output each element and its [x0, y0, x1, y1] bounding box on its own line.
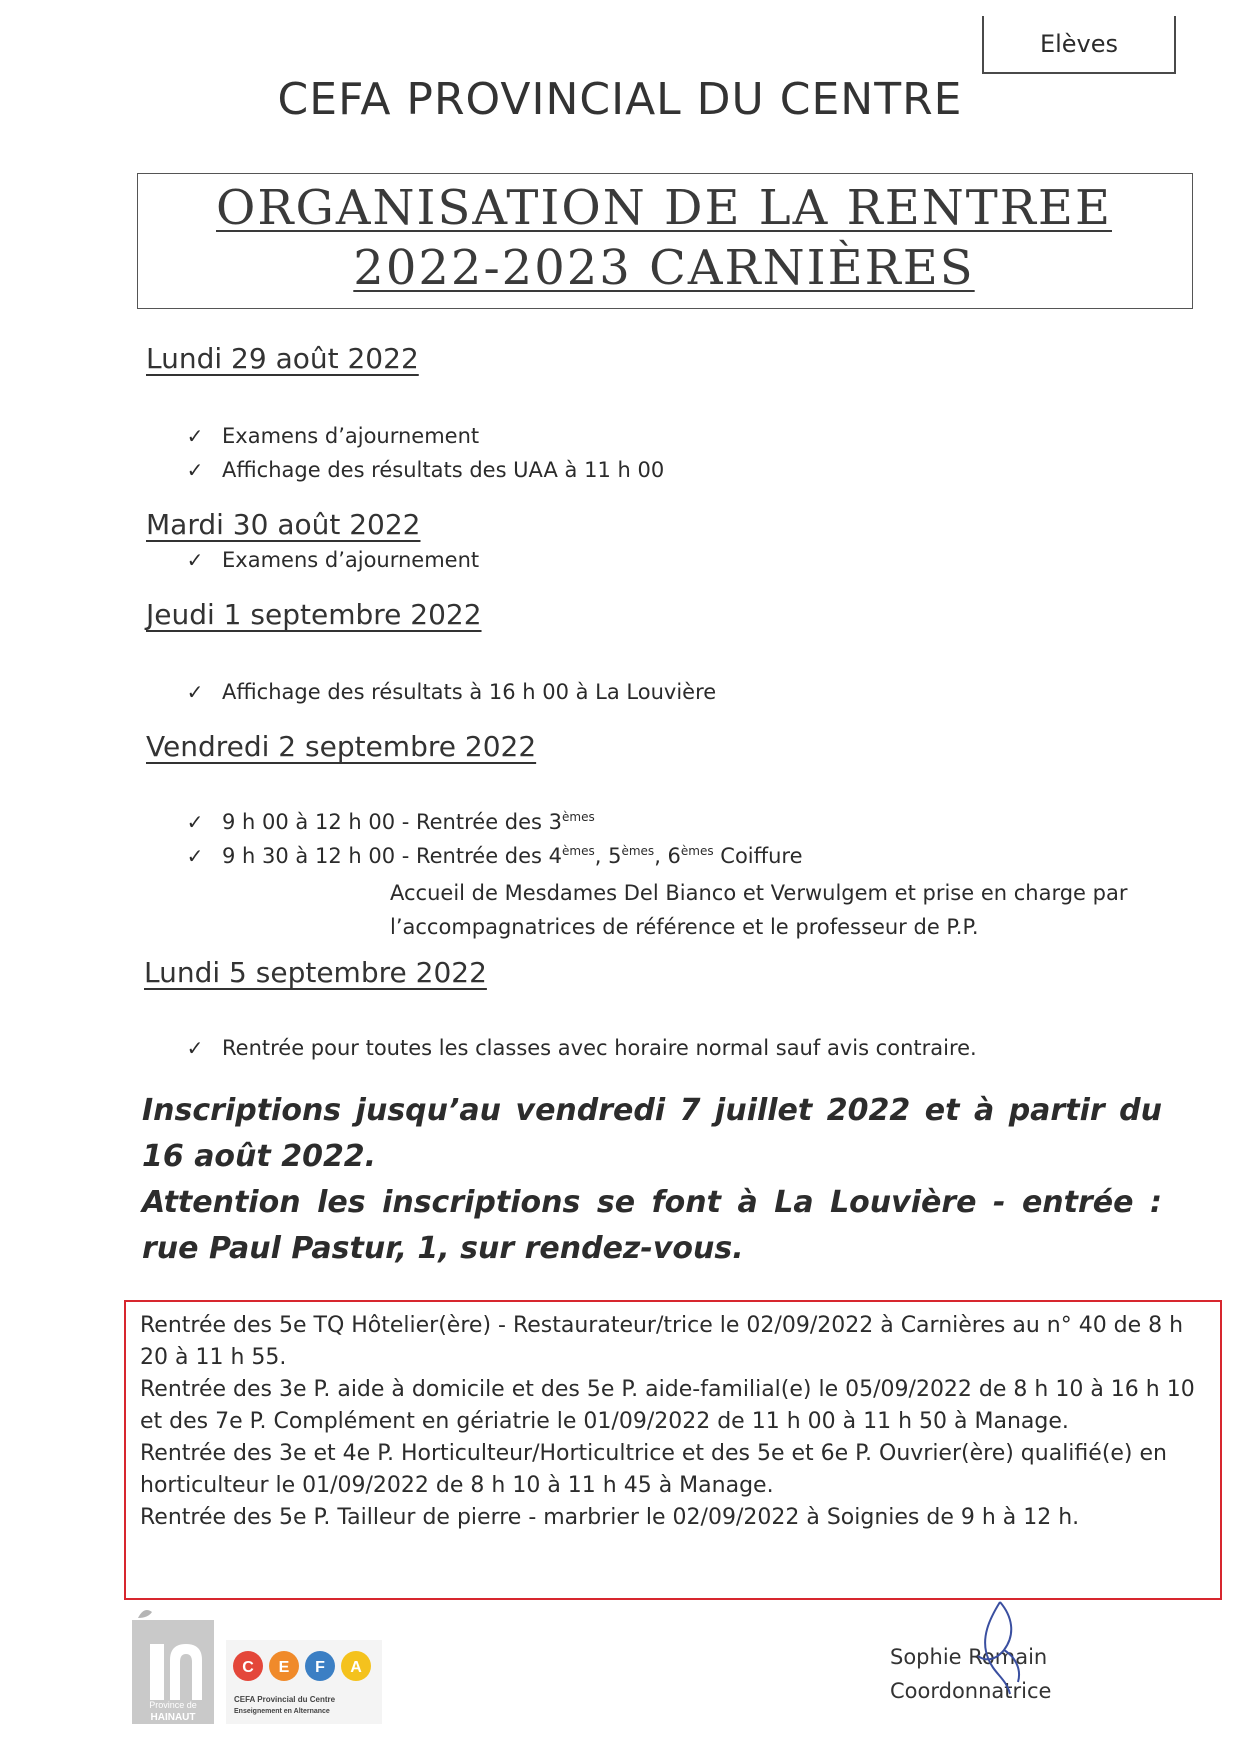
list-item-continuation: l’accompagnatrices de référence et le professeur de P.P.: [390, 915, 979, 939]
audience-tag-text: Elèves: [1039, 30, 1119, 58]
day-heading-4: Vendredi 2 septembre 2022: [146, 730, 537, 763]
title-line-2: 2022-2023 CARNIÈRES: [353, 240, 975, 296]
handwritten-signature-icon: [960, 1598, 1040, 1708]
special-entry-2: Rentrée des 3e P. aide à domicile et des 5e P. aide-familial(e) le 05/09/2022 de 8 h 10 à 16 h 10 et des 7e P. Complément en gériatrie le 01/09/2022 de 11 h 00 à 11 h 50 à Manage.: [140, 1377, 1195, 1434]
cefa-logo-icon: [226, 1640, 382, 1724]
list-item: ✓ Affichage des résultats à 16 h 00 à La Louvière: [184, 680, 716, 704]
check-icon: ✓: [186, 458, 204, 482]
list-item: ✓ Affichage des résultats des UAA à 11 h 00: [184, 458, 664, 482]
special-entry-4: Rentrée des 5e P. Tailleur de pierre - marbrier le 02/09/2022 à Soignies de 9 h à 12 h.: [140, 1505, 1080, 1530]
cefa-letter: F: [315, 1659, 325, 1676]
school-name: CEFA PROVINCIAL DU CENTRE: [277, 74, 963, 125]
signer-role: Coordonnatrice: [890, 1679, 1052, 1703]
list-item: ✓ Examens d’ajournement: [184, 548, 479, 572]
inscriptions-notice: [142, 1088, 1162, 1272]
list-item: ✓ Rentrée pour toutes les classes avec horaire normal sauf avis contraire.: [184, 1036, 977, 1060]
inscriptions-location: Attention les inscriptions se font à La Louvière - entrée : rue Paul Pastur, 1, sur rendez-vous.: [142, 1185, 1162, 1266]
cefa-letter: A: [350, 1659, 362, 1676]
day-heading-1: Lundi 29 août 2022: [146, 342, 419, 375]
inscriptions-dates: Inscriptions jusqu’au vendredi 7 juillet 2022 et à partir du 16 août 2022.: [142, 1093, 1162, 1174]
svg-text:CEFA Provincial du Centre: CEFA Provincial du Centre: [234, 1695, 336, 1704]
province-hainaut-logo: [130, 1604, 216, 1726]
svg-text:HAINAUT: HAINAUT: [150, 1712, 196, 1723]
cefa-letter: C: [242, 1659, 254, 1676]
cefa-logo: [226, 1640, 382, 1724]
list-item: ✓ 9 h 00 à 12 h 00 - Rentrée des 3èmes: [184, 810, 595, 834]
list-item: ✓ Examens d’ajournement: [184, 424, 479, 448]
svg-text:Enseignement en Alternance: Enseignement en Alternance: [234, 1708, 330, 1715]
special-entry-1: Rentrée des 5e TQ Hôtelier(ère) - Restaurateur/trice le 02/09/2022 à Carnières au n° 40 de 8 h 20 à 11 h 55.: [140, 1313, 1184, 1370]
list-item: ✓ 9 h 30 à 12 h 00 - Rentrée des 4èmes, 5èmes, 6èmes Coiffure: [184, 844, 803, 868]
check-icon: ✓: [186, 680, 204, 704]
day-heading-3: Jeudi 1 septembre 2022: [146, 598, 482, 631]
title-line-1: ORGANISATION DE LA RENTREE: [216, 180, 1112, 236]
list-item-continuation: Accueil de Mesdames Del Bianco et Verwulgem et prise en charge par: [390, 881, 1128, 905]
audience-tag: [982, 16, 1176, 74]
day-heading-2: Mardi 30 août 2022: [146, 508, 421, 541]
svg-text:Province de: Province de: [149, 1700, 197, 1710]
special-entry-3: Rentrée des 3e et 4e P. Horticulteur/Horticultrice et des 5e et 6e P. Ouvrier(ère) qualifié(e) en horticulteur le 01/09/2022 de 8 h 10 à 11 h 45 à Manage.: [140, 1441, 1167, 1498]
check-icon: ✓: [186, 548, 204, 572]
cefa-letter: E: [278, 1659, 290, 1676]
signer-name: Sophie Romain: [890, 1645, 1048, 1669]
day-heading-5: Lundi 5 septembre 2022: [144, 956, 487, 989]
check-icon: ✓: [186, 424, 204, 448]
signature-block: [890, 1640, 1051, 1708]
hainaut-emblem-icon: [130, 1604, 216, 1726]
check-icon: ✓: [186, 810, 204, 834]
check-icon: ✓: [186, 1036, 204, 1060]
check-icon: ✓: [186, 844, 204, 868]
special-entries-text: [140, 1310, 1206, 1534]
